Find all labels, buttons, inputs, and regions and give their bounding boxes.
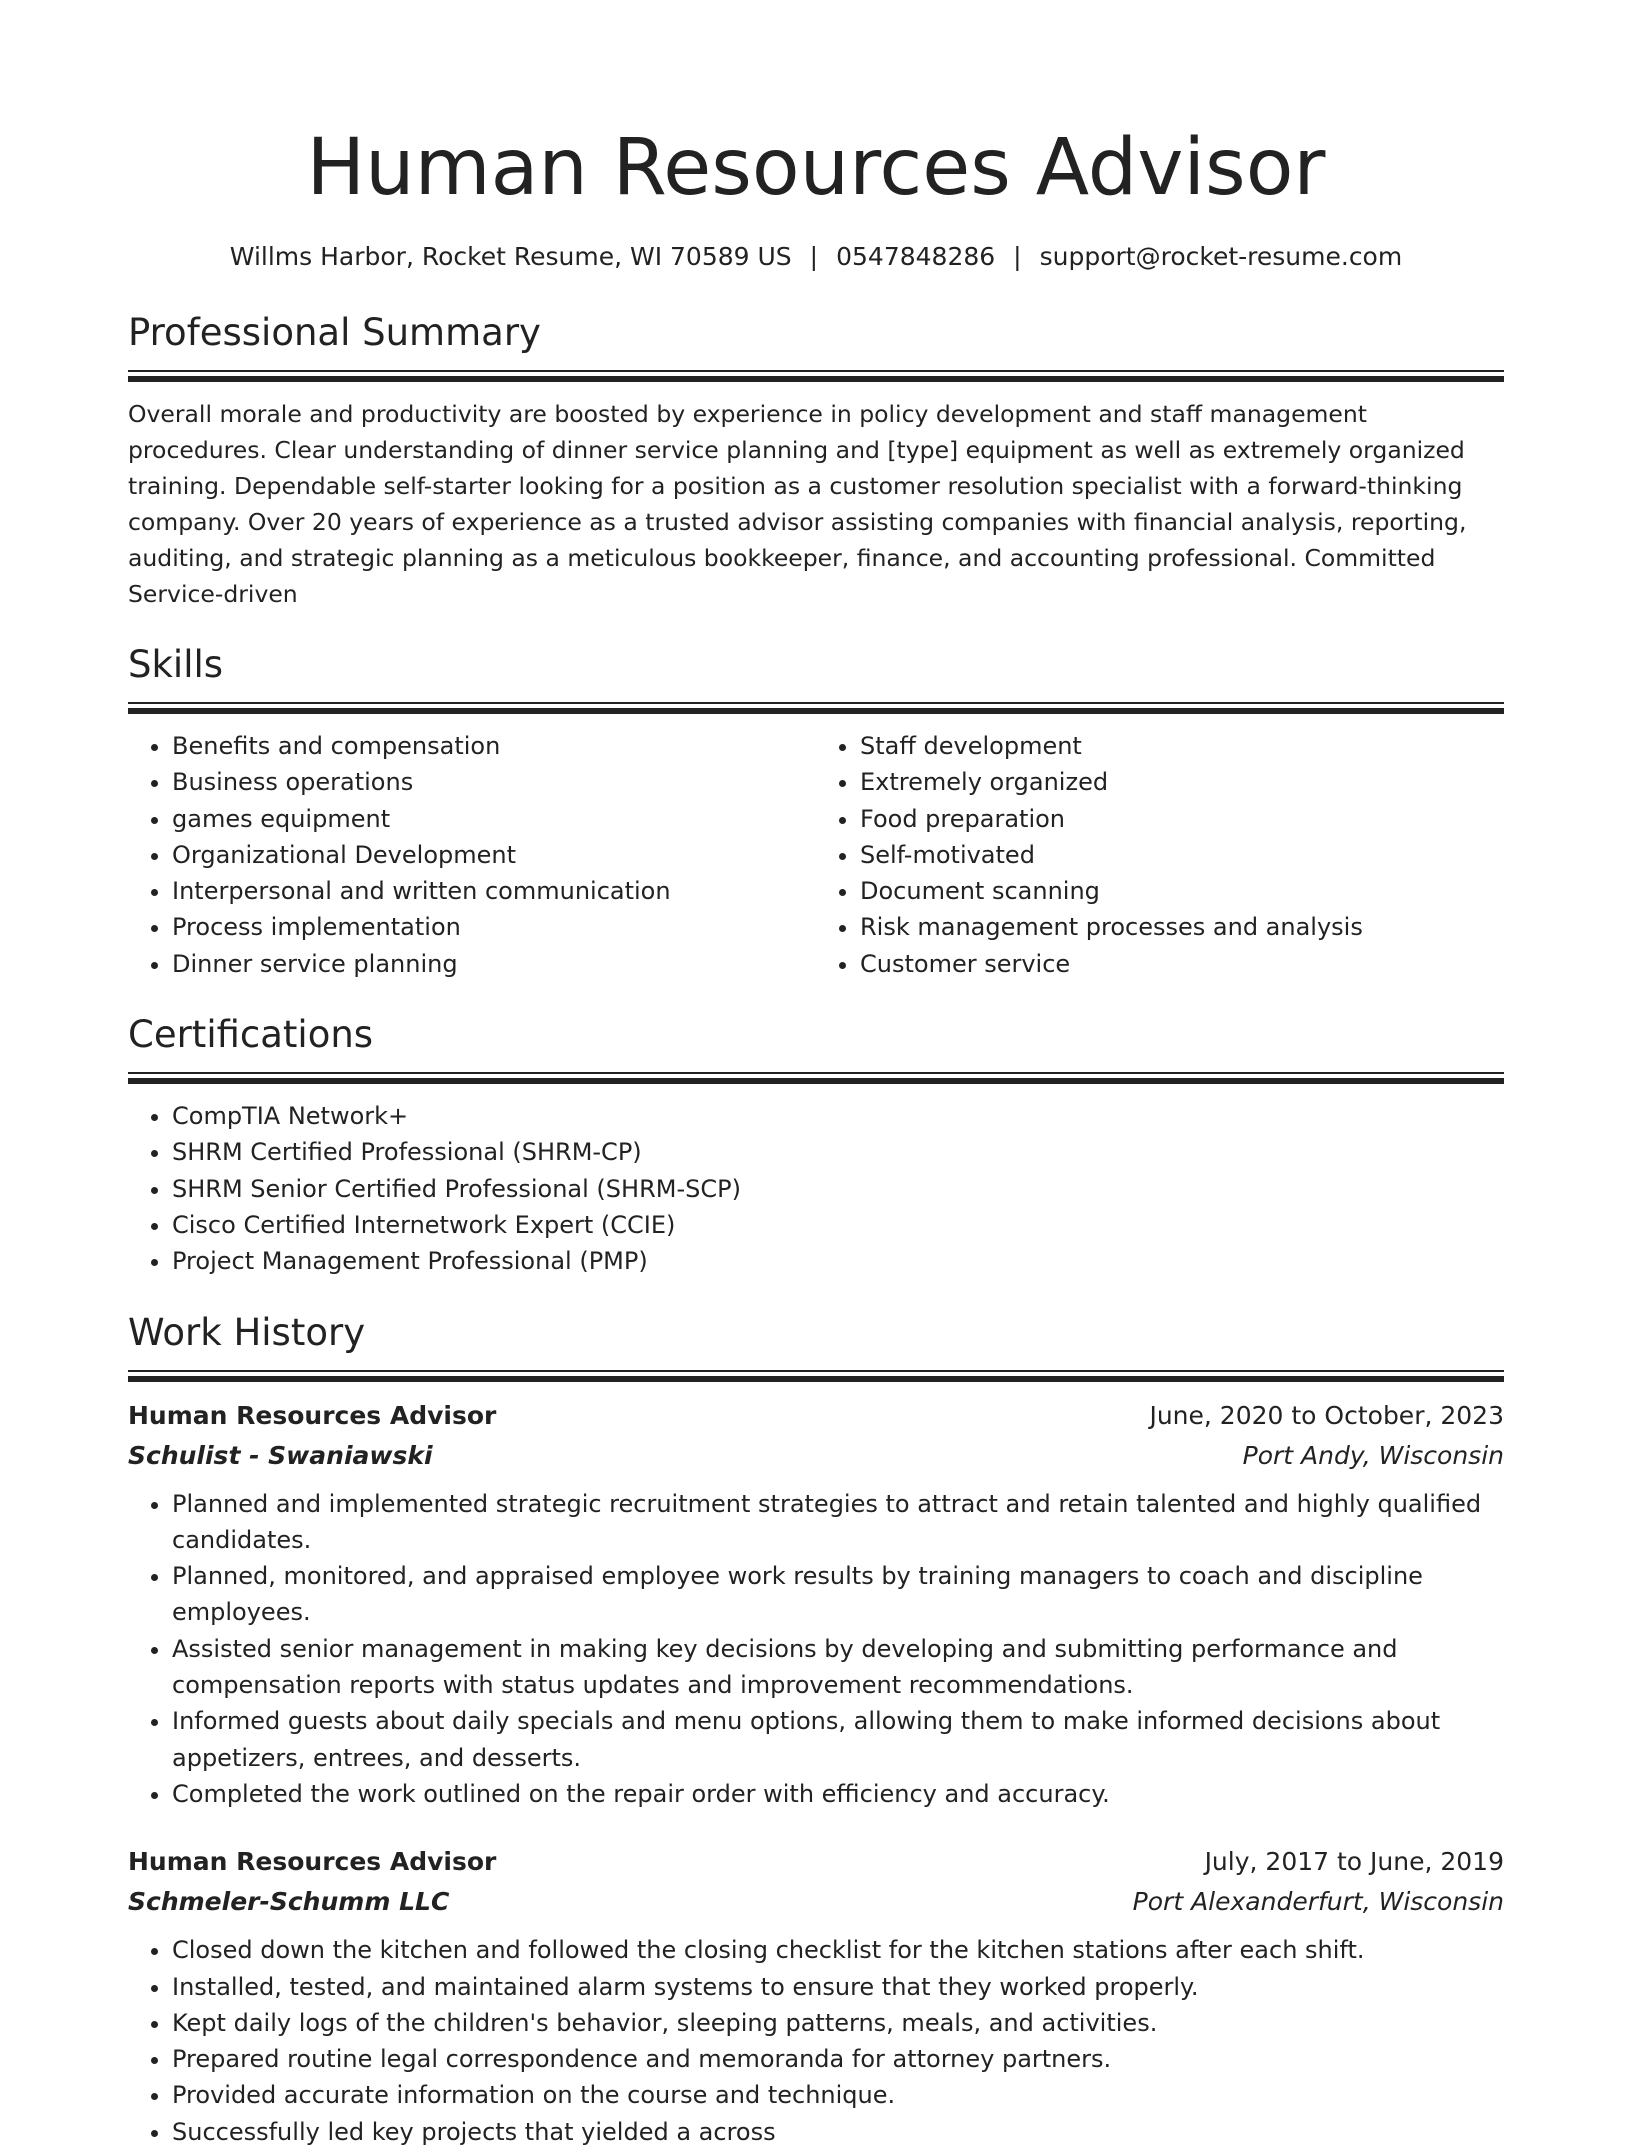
section-divider <box>128 1072 1504 1084</box>
job-dates: June, 2020 to October, 2023 <box>1149 1400 1504 1430</box>
section-title-work-history: Work History <box>128 1310 366 1354</box>
list-item: • SHRM Senior Certified Professional (SHRM-SCP) <box>172 1171 1504 1207</box>
list-item: • Document scanning <box>860 873 1504 909</box>
list-item: • Staff development <box>860 728 1504 764</box>
job-dates: July, 2017 to June, 2019 <box>1204 1847 1504 1877</box>
job-subheader <box>128 1882 1504 1922</box>
list-item: • Organizational Development <box>172 837 816 873</box>
work-history-section <box>128 1310 1504 2150</box>
section-divider <box>128 702 1504 714</box>
job-title: Human Resources Advisor <box>128 1847 497 1877</box>
job-bullets <box>128 1486 1504 1813</box>
job-company: Schmeler-Schumm LLC <box>128 1887 450 1917</box>
list-item: • Process implementation <box>172 909 816 945</box>
list-item: • Planned and implemented strategic recruitment strategies to attract and retain talented and highly qualified candidates. <box>172 1486 1504 1559</box>
section-divider <box>128 1370 1504 1382</box>
contact-address: Willms Harbor, Rocket Resume, WI 70589 US <box>229 242 792 271</box>
list-item: • CompTIA Network+ <box>172 1098 1504 1134</box>
list-item: • Cisco Certified Internetwork Expert (CCIE) <box>172 1207 1504 1243</box>
contact-phone: 0547848286 <box>836 242 996 271</box>
list-item: • Planned, monitored, and appraised employee work results by training managers to coach and discipline employees. <box>172 1558 1504 1631</box>
job-header <box>128 1396 1504 1436</box>
list-item: • Successfully led key projects that yielded a across <box>172 2114 1504 2150</box>
list-item: • Customer service <box>860 946 1504 982</box>
section-title-certifications: Certifications <box>128 1013 374 1057</box>
summary-section <box>128 310 1504 612</box>
list-item: • Dinner service planning <box>172 946 816 982</box>
certifications-list <box>128 1098 1504 1279</box>
section-title-summary: Professional Summary <box>128 311 541 354</box>
list-item: • Closed down the kitchen and followed the closing checklist for the kitchen stations after each shift. <box>172 1932 1504 1968</box>
list-item: • Business operations <box>172 764 816 800</box>
page-title: Human Resources Advisor <box>306 123 1326 213</box>
list-item: • Assisted senior management in making key decisions by developing and submitting performance and compensation reports with status updates and improvement recommendations. <box>172 1631 1504 1704</box>
list-item: • Installed, tested, and maintained alarm systems to ensure that they worked properly. <box>172 1969 1504 2005</box>
job-subheader <box>128 1436 1504 1476</box>
job-company: Schulist - Swaniawski <box>128 1440 433 1470</box>
skills-section <box>128 642 1504 982</box>
list-item: • Food preparation <box>860 801 1504 837</box>
certifications-section <box>128 1012 1504 1279</box>
contact-separator: | <box>1013 242 1022 271</box>
section-divider <box>128 370 1504 382</box>
summary-text: Overall morale and productivity are boosted by experience in policy development and staff management procedures. Clear understanding of dinner service planning and [type] equipment as well as extremely organized training. Dependable self-starter looking for a position as a customer resolution specialist with a forward-thinking company. Over 20 years of experience as a trusted advisor assisting companies with financial analysis, reporting, auditing, and strategic planning as a meticulous bookkeeper, finance, and accounting professional. Committed Service-driven <box>128 400 1467 608</box>
job-bullets <box>128 1932 1504 2150</box>
job-header <box>128 1842 1504 1882</box>
list-item: • Risk management processes and analysis <box>860 909 1504 945</box>
list-item: • games equipment <box>172 801 816 837</box>
list-item: • Provided accurate information on the course and technique. <box>172 2077 1504 2113</box>
skills-list-right <box>816 728 1504 982</box>
contact-line <box>128 240 1504 274</box>
list-item: • Completed the work outlined on the repair order with efficiency and accuracy. <box>172 1776 1504 1812</box>
section-title-skills: Skills <box>128 643 224 686</box>
list-item: • Interpersonal and written communication <box>172 873 816 909</box>
skills-columns <box>128 728 1504 982</box>
job-entry <box>128 1396 1504 1813</box>
job-entry <box>128 1842 1504 2150</box>
list-item: • Prepared routine legal correspondence and memoranda for attorney partners. <box>172 2041 1504 2077</box>
contact-email: support@rocket-resume.com <box>1039 242 1403 271</box>
list-item: • SHRM Certified Professional (SHRM-CP) <box>172 1134 1504 1170</box>
list-item: • Kept daily logs of the children's behavior, sleeping patterns, meals, and activities. <box>172 2005 1504 2041</box>
job-location: Port Alexanderfurt, Wisconsin <box>1132 1887 1504 1917</box>
job-title: Human Resources Advisor <box>128 1400 497 1430</box>
list-item: • Self-motivated <box>860 837 1504 873</box>
list-item: • Benefits and compensation <box>172 728 816 764</box>
list-item: • Project Management Professional (PMP) <box>172 1243 1504 1279</box>
list-item: • Extremely organized <box>860 764 1504 800</box>
job-location: Port Andy, Wisconsin <box>1242 1440 1504 1470</box>
list-item: • Informed guests about daily specials and menu options, allowing them to make informed decisions about appetizers, entrees, and desserts. <box>172 1703 1504 1776</box>
skills-list-left <box>128 728 816 982</box>
contact-separator: | <box>809 242 819 271</box>
